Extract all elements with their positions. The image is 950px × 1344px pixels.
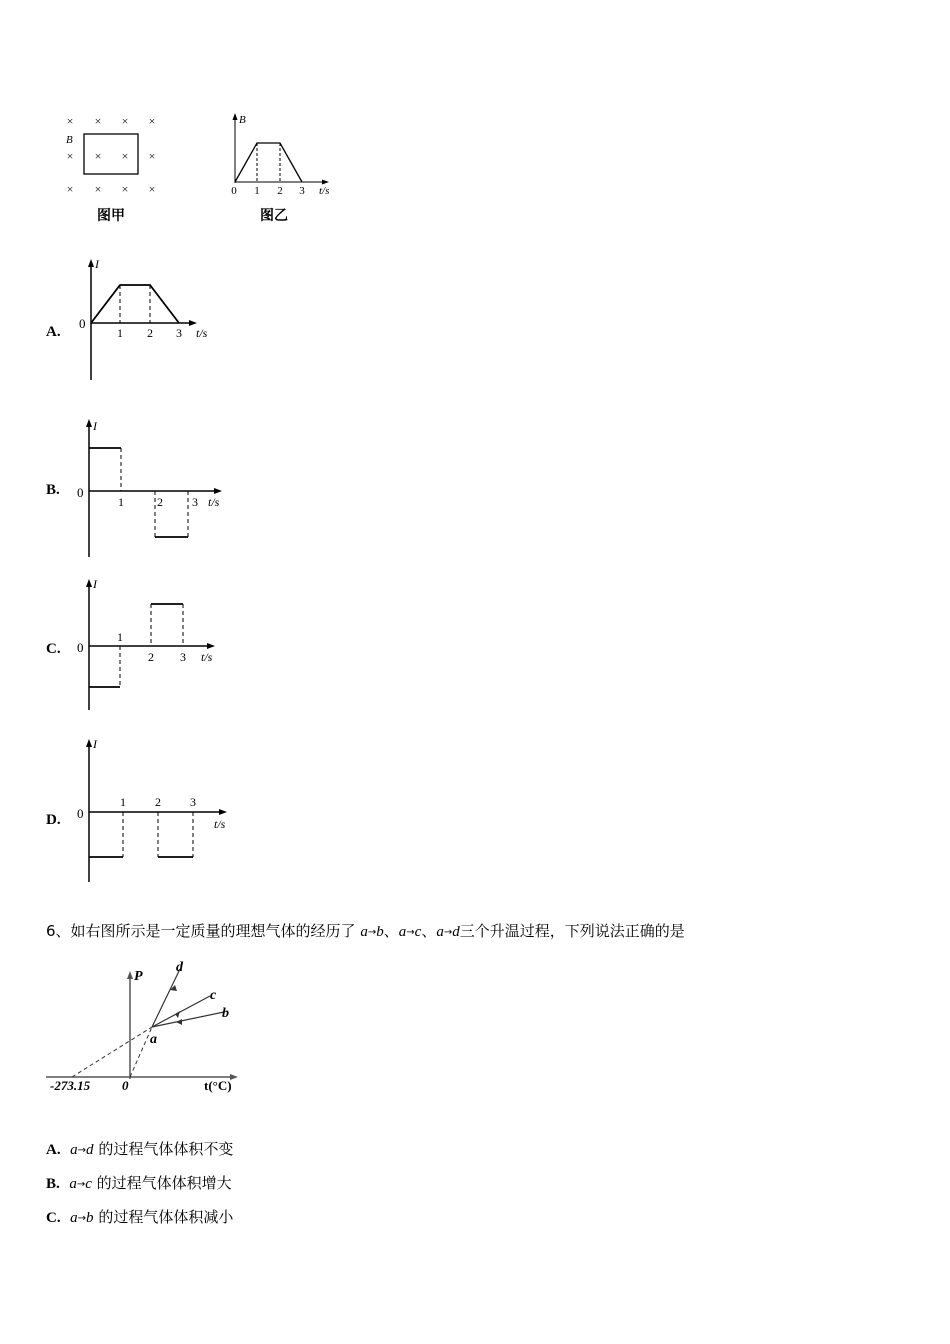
- option-d-graph: [73, 735, 243, 885]
- choice-c[interactable]: [46, 1206, 233, 1227]
- y-axis-label: I: [93, 737, 97, 751]
- choice-a-to: d: [86, 1142, 94, 1158]
- option-b-graph: [73, 415, 243, 560]
- cross-mark: ×: [148, 114, 156, 128]
- x-axis-label: t/s: [196, 326, 208, 340]
- tick-1: 1: [117, 630, 123, 644]
- p1-arrow: →: [367, 927, 377, 938]
- p-t-diagram: [46, 955, 256, 1095]
- x-axis-label: t/s: [208, 495, 220, 509]
- question-6-stem: [46, 920, 685, 941]
- field-label: B: [66, 134, 73, 146]
- tick-2: 2: [147, 326, 153, 340]
- figure-jia: [46, 105, 181, 230]
- tick-0: 0: [77, 640, 84, 655]
- tick-2: 2: [277, 185, 283, 197]
- tick-3: 3: [180, 650, 186, 664]
- choice-b-from: a: [69, 1176, 77, 1192]
- tick-1: 1: [118, 495, 124, 509]
- intercept-label: -273.15: [50, 1078, 91, 1093]
- tick-0: 0: [77, 806, 84, 821]
- tick-1: 1: [120, 795, 126, 809]
- choice-a-arrow: →: [77, 1145, 87, 1156]
- tick-1: 1: [117, 326, 123, 340]
- question-number: 6、: [46, 922, 71, 940]
- y-axis-label: B: [239, 114, 246, 126]
- cross-mark: ×: [94, 114, 102, 128]
- option-c-graph: [73, 575, 233, 715]
- p3-to: d: [452, 924, 460, 940]
- choice-a-from: a: [70, 1142, 78, 1158]
- stem-text-a: 如右图所示是一定质量的理想气体的经历了: [70, 922, 356, 940]
- current-curve: [91, 285, 179, 323]
- figure-yi: [222, 105, 342, 230]
- tick-0: 0: [77, 485, 84, 500]
- x-axis-label: t/s: [319, 185, 330, 197]
- cross-mark: ×: [94, 182, 102, 196]
- p1-to: b: [376, 924, 384, 940]
- choice-c-from: a: [70, 1210, 78, 1226]
- x-axis-label: t(°C): [204, 1078, 232, 1093]
- sep-2: 、: [421, 922, 437, 940]
- y-axis-label: P: [134, 969, 143, 984]
- p3-arrow: →: [443, 927, 453, 938]
- p2-arrow: →: [406, 927, 415, 938]
- tick-2: 2: [155, 795, 161, 809]
- choice-b[interactable]: [46, 1172, 232, 1193]
- choice-b-text: 的过程气体体积增大: [96, 1174, 232, 1192]
- origin-label: 0: [122, 1078, 129, 1093]
- option-c-label: C.: [46, 641, 61, 657]
- stem-text-b: 三个升温过程，下列说法正确的是: [459, 922, 685, 940]
- tick-3: 3: [299, 185, 305, 197]
- choice-a[interactable]: [46, 1138, 233, 1159]
- tick-3: 3: [190, 795, 196, 809]
- tick-0: 0: [231, 185, 237, 197]
- cross-mark: ×: [121, 149, 129, 163]
- caption-yi: 图乙: [260, 209, 288, 224]
- tick-1: 1: [254, 185, 260, 197]
- choice-c-label: C.: [46, 1210, 61, 1226]
- cross-mark: ×: [66, 149, 74, 163]
- cross-mark: ×: [66, 182, 74, 196]
- cross-mark: ×: [121, 182, 129, 196]
- option-d-label: D.: [46, 812, 61, 828]
- option-a-graph: [75, 255, 235, 385]
- choice-b-arrow: →: [76, 1179, 86, 1190]
- p3-from: a: [436, 924, 444, 940]
- option-a-label: A.: [46, 324, 61, 340]
- x-axis-label: t/s: [214, 817, 226, 831]
- caption-jia: 图甲: [97, 209, 125, 224]
- option-b-label: B.: [46, 482, 60, 498]
- y-axis-label: I: [93, 577, 97, 591]
- choice-c-text: 的过程气体体积减小: [98, 1208, 234, 1226]
- point-c: c: [210, 988, 217, 1003]
- point-d: d: [176, 960, 183, 975]
- choice-b-label: B.: [46, 1176, 60, 1192]
- choice-b-to: c: [85, 1176, 92, 1192]
- cross-mark: ×: [148, 149, 156, 163]
- cross-mark: ×: [148, 182, 156, 196]
- p2-to: c: [414, 924, 422, 940]
- sep-1: 、: [383, 922, 399, 940]
- point-b: b: [222, 1006, 229, 1021]
- line-ab: [152, 1012, 224, 1027]
- tick-2: 2: [148, 650, 154, 664]
- point-a: a: [150, 1032, 157, 1047]
- tick-3: 3: [192, 495, 198, 509]
- tick-0: 0: [79, 316, 86, 331]
- tick-3: 3: [176, 326, 182, 340]
- b-curve: [235, 143, 302, 182]
- choice-a-label: A.: [46, 1142, 61, 1158]
- cross-mark: ×: [94, 149, 102, 163]
- line-ad: [152, 969, 180, 1027]
- y-axis-label: I: [95, 257, 99, 271]
- cross-mark: ×: [121, 114, 129, 128]
- p2-from: a: [398, 924, 407, 940]
- choice-a-text: 的过程气体体积不变: [98, 1140, 234, 1158]
- tick-2: 2: [157, 495, 163, 509]
- y-axis-label: I: [93, 419, 97, 433]
- p1-from: a: [360, 924, 368, 940]
- choice-c-to: b: [86, 1210, 94, 1226]
- choice-c-arrow: →: [77, 1213, 87, 1224]
- cross-mark: ×: [66, 114, 74, 128]
- x-axis-label: t/s: [201, 650, 213, 664]
- coil-rectangle: [84, 134, 138, 174]
